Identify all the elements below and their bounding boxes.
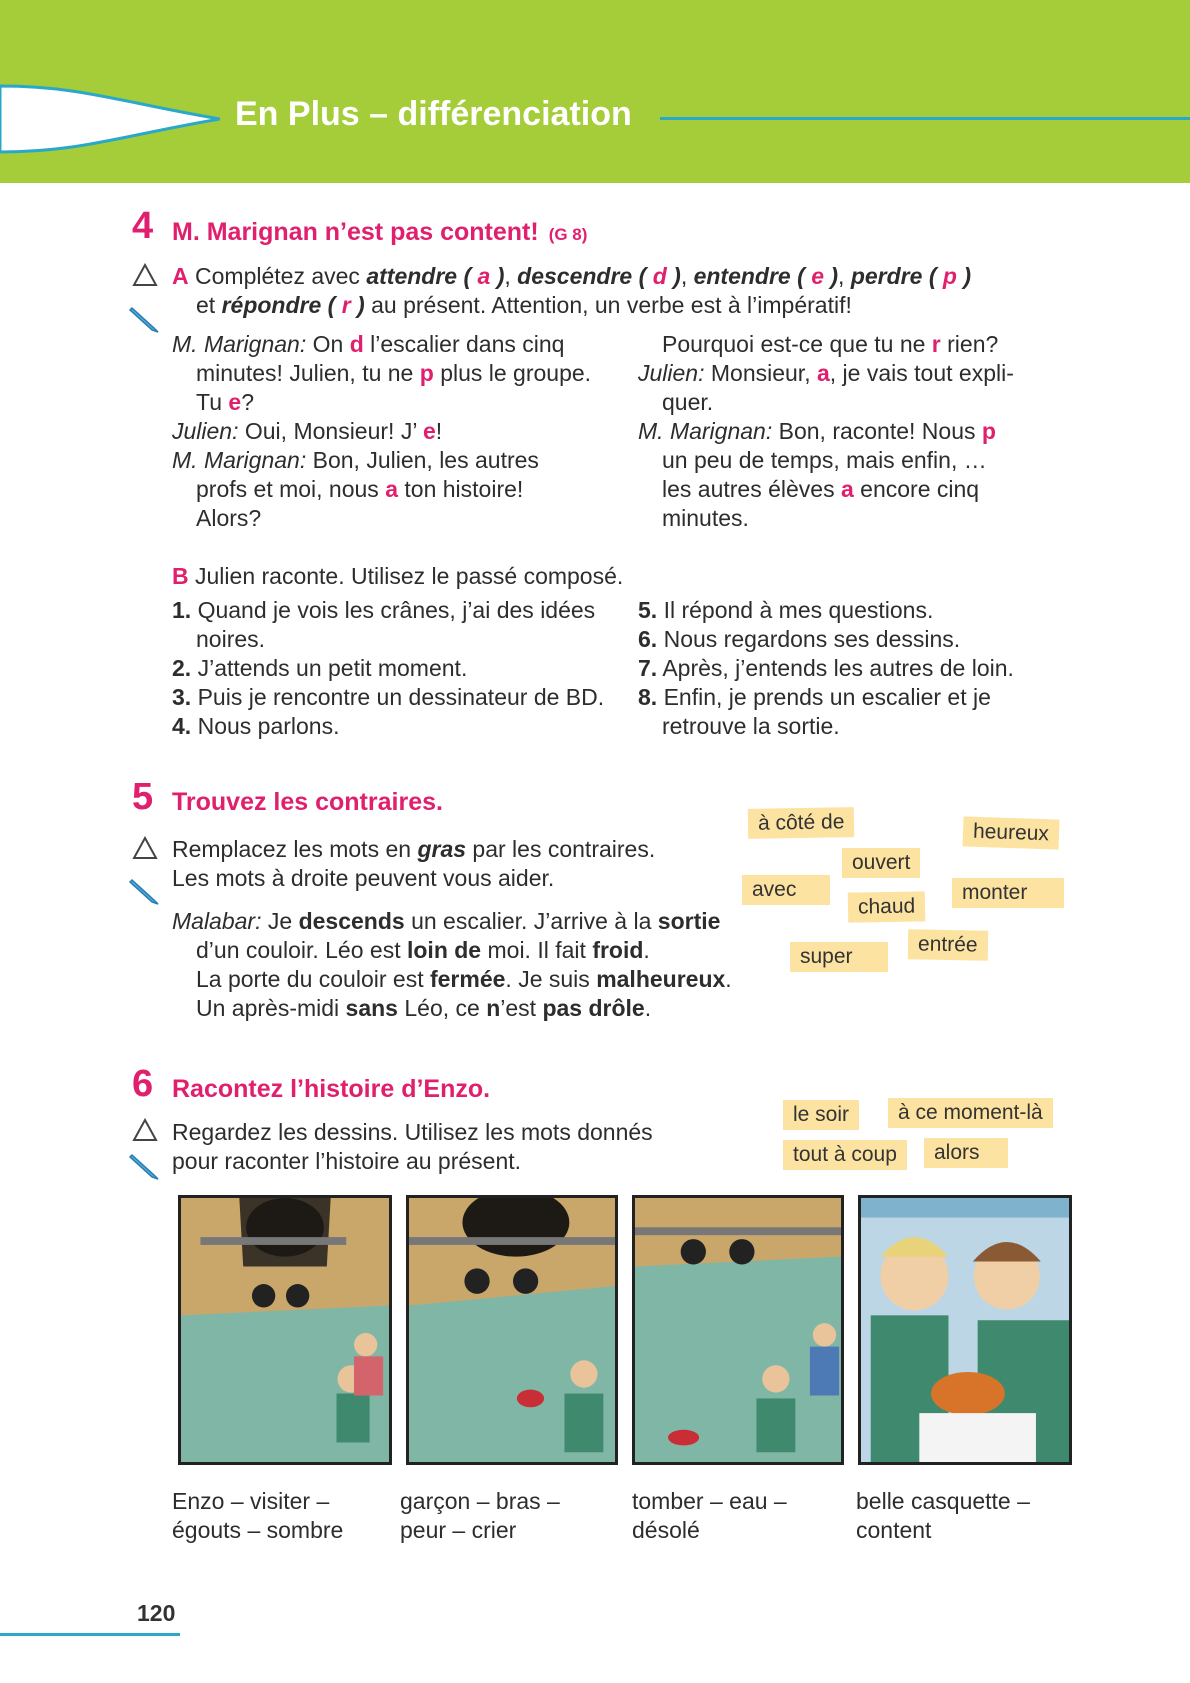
- exercise-6-instruction: Regardez les dessins. Utilisez les mots donnés pour raconter l’histoire au présent.: [172, 1119, 653, 1174]
- list-item: 5. Il répond à mes questions.: [638, 597, 934, 623]
- word-box: ouvert: [842, 848, 920, 878]
- word-box: le soir: [783, 1100, 859, 1130]
- comic-panel-1: [178, 1195, 392, 1465]
- word-box: avec: [742, 875, 830, 905]
- caption-panel-3: tomber – eau – désolé: [632, 1488, 787, 1543]
- dialogue-right-column: Pourquoi est-ce que tu ne r rien? Julien: Monsieur, a, je vais tout expli- quer. M. Marignan: Bon, raconte! Nous p un peu de temps, mais enfin, … les autres élèves a encore cinq minutes.: [638, 331, 1014, 531]
- word-box: tout à coup: [783, 1140, 907, 1170]
- list-item: 4. Nous parlons.: [172, 713, 340, 739]
- footer-rule: [0, 1633, 180, 1636]
- header-rule: [660, 117, 1190, 120]
- list-item: 2. J’attends un petit moment.: [172, 655, 468, 681]
- list-item-continuation: retrouve la sortie.: [662, 713, 840, 739]
- dialogue-left-column: M. Marignan: On d l’escalier dans cinq minutes! Julien, tu ne p plus le groupe. Tu e? Julien: Oui, Monsieur! J’ e! M. Marignan: Bon, Julien, les autres profs et moi, nous a ton histoire! Alors?: [172, 331, 592, 531]
- triangle-icon: [132, 836, 158, 860]
- exercise-5-title: Trouvez les contraires.: [172, 788, 443, 816]
- exercise-4b-list-right: [638, 596, 1098, 741]
- caption-panel-2: garçon – bras – peur – crier: [400, 1488, 560, 1543]
- header-banner: [0, 0, 1190, 183]
- exercise-6-number: 6: [132, 1063, 154, 1105]
- word-box: super: [790, 942, 888, 972]
- word-box: à ce moment-là: [888, 1098, 1053, 1128]
- exercise-5-number: 5: [132, 776, 154, 818]
- grammar-reference: (G 8): [548, 225, 588, 244]
- word-box: chaud: [848, 891, 926, 922]
- word-box: à côté de: [748, 807, 855, 839]
- pencil-icon: [126, 872, 162, 908]
- list-item: 7. Après, j’entends les autres de loin.: [638, 655, 1014, 681]
- exercise-5-instruction: Remplacez les mots en gras par les contraires. Les mots à droite peuvent vous aider.: [172, 836, 656, 891]
- exercise-5-text: Malabar: Je descends un escalier. J’arrive à la sortie d’un couloir. Léo est loin de moi. Il fait froid. La porte du couloir est fermée. Je suis malheureux. Un après-midi sans Léo, ce n’est pas drôle.: [172, 908, 732, 1021]
- list-item: 1. Quand je vois les crânes, j’ai des idées: [172, 597, 596, 623]
- triangle-icon: [132, 1118, 158, 1142]
- exercise-4-title: M. Marignan n’est pas content! (G 8): [172, 218, 588, 246]
- comic-panel-4: [858, 1195, 1072, 1465]
- header-tab-shape: [0, 82, 220, 156]
- triangle-icon: [132, 263, 158, 287]
- comic-panel-2: [406, 1195, 618, 1465]
- list-item: 3. Puis je rencontre un dessinateur de BD.: [172, 684, 605, 710]
- comic-panel-3: [632, 1195, 844, 1465]
- exercise-6-title: Racontez l’histoire d’Enzo.: [172, 1075, 491, 1103]
- exercise-4b-list-left: [172, 596, 632, 741]
- list-item-continuation: noires.: [196, 626, 266, 652]
- page-title: En Plus – différenciation: [235, 95, 632, 133]
- list-item: 6. Nous regardons ses dessins.: [638, 626, 961, 652]
- list-item: 8. Enfin, je prends un escalier et je: [638, 684, 991, 710]
- pencil-icon: [126, 300, 162, 336]
- exercise-4a-instruction: A Complétez avec attendre ( a ), descendre ( d ), entendre ( e ), perdre ( p ) et répondre ( r ) au présent. Attention, un verbe est à l’impératif!: [172, 263, 971, 318]
- word-box: entrée: [908, 929, 988, 960]
- exercise-4-number: 4: [132, 205, 154, 247]
- word-box: monter: [952, 878, 1064, 908]
- word-box: alors: [924, 1138, 1008, 1168]
- word-box: heureux: [963, 816, 1060, 849]
- exercise-4b-instruction: B Julien raconte. Utilisez le passé composé.: [172, 563, 624, 589]
- page-number: 120: [137, 1600, 176, 1626]
- caption-panel-4: belle casquette – content: [856, 1488, 1030, 1543]
- caption-panel-1: Enzo – visiter – égouts – sombre: [172, 1488, 344, 1543]
- pencil-icon: [126, 1147, 162, 1183]
